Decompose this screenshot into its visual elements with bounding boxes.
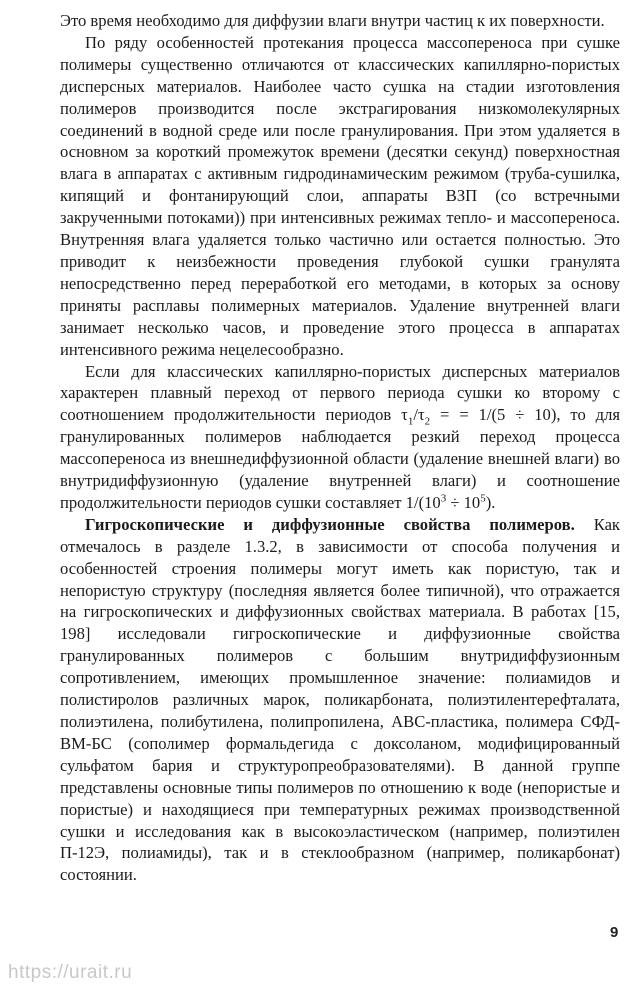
- paragraph-4-text: Как отмечалось в разделе 1.3.2, в зависимости от способа получения и особенностей строения полимеры могут иметь как пористую, так и непористую структуру (последняя является более типичной), что отражается на гигроскопических и диффузионных свойствах материала. В работах [15, 198] исследовали гигроскопические и диффузионные свойства гранулированных полимеров с большим внутридиффузионным сопротивлением, имеющих промышленное значение: полиамидов и полистиролов различных марок, поликарбоната, полиэтилентерефталата, полиэтилена, полибутилена, полипропилена, АВС-пластика, полимера СФД-ВМ-БС (сополимер формальдегида с доксоланом, модифицированный сульфатом бария и структуропреобразователями). В данной группе представлены основные типы полимеров по отношению к воде (непористые и пористые) и находящиеся при температурных режимах производственной сушки и исследования как в высокоэластическом (например, полиэтилен П-12Э, полиамиды), так и в стеклообразном (например, поликарбонат) состоянии.: [60, 514, 620, 885]
- paragraph-3-text-a: Если для классических капиллярно-пористых дисперсных материалов характерен плавный переход от первого периода сушки ко второму с соотношением продолжительности периодов τ: [60, 361, 620, 425]
- paragraph-2: По ряду особенностей протекания процесса массопереноса при сушке полимеры существенно отличаются от классических капиллярно-пористых дисперсных материалов. Наиболее часто сушка на стадии изготовления полимеров производится после экстрагирования низкомолекулярных соединений в водной среде или после гранулирования. При этом удаляется в основном за короткий промежуток времени (десятки секунд) поверхностная влага в аппаратах с активным гидродинамическим режимом (труба-сушилка, кипящий и фонтанирующий слои, аппараты ВЗП (со встречными закрученными потоками)) при интенсивных режимах тепло- и массопереноса. Внутренняя влага удаляется только частично или остается полностью. Это приводит к неизбежности проведения глубокой сушки гранулята непосредственно перед переработкой его методами, в которых за основу приняты расплавы полимерных материалов. Удаление внутренней влаги занимает несколько часов, и проведение этого процесса в аппаратах интенсивного режима нецелесообразно.: [60, 32, 620, 359]
- page-text: [60, 10, 620, 886]
- tau-subscript-1: 1: [407, 415, 414, 428]
- watermark: https://urait.ru: [8, 962, 133, 983]
- exponent-1: 3: [440, 492, 447, 505]
- section-heading: Гигроскопические и диффузионные свойства полимеров.: [85, 514, 575, 534]
- page-number: 9: [610, 924, 619, 941]
- paragraph-4: [60, 514, 620, 886]
- tau-subscript-2: 2: [424, 415, 431, 428]
- paragraph-3-text-d: ÷ 10: [446, 492, 481, 512]
- paragraph-3-text-e: ).: [485, 492, 496, 512]
- paragraph-3: [60, 361, 620, 514]
- paragraph-3-text-b: /τ: [413, 405, 425, 425]
- paragraph-1: Это время необходимо для диффузии влаги внутри частиц к их поверхности.: [60, 11, 605, 30]
- exponent-2: 5: [480, 492, 486, 505]
- paragraph-3-text-c: = = 1/(5 ÷ 10), то для гранулированных полимеров наблюдается резкий переход процесса массопереноса из внешнедиффузионной области (удаление внешней влаги) во внутридиффузионную (удаление внутренней влаги) и соотношение продолжительности периодов сушки составляет 1/(10: [60, 405, 621, 512]
